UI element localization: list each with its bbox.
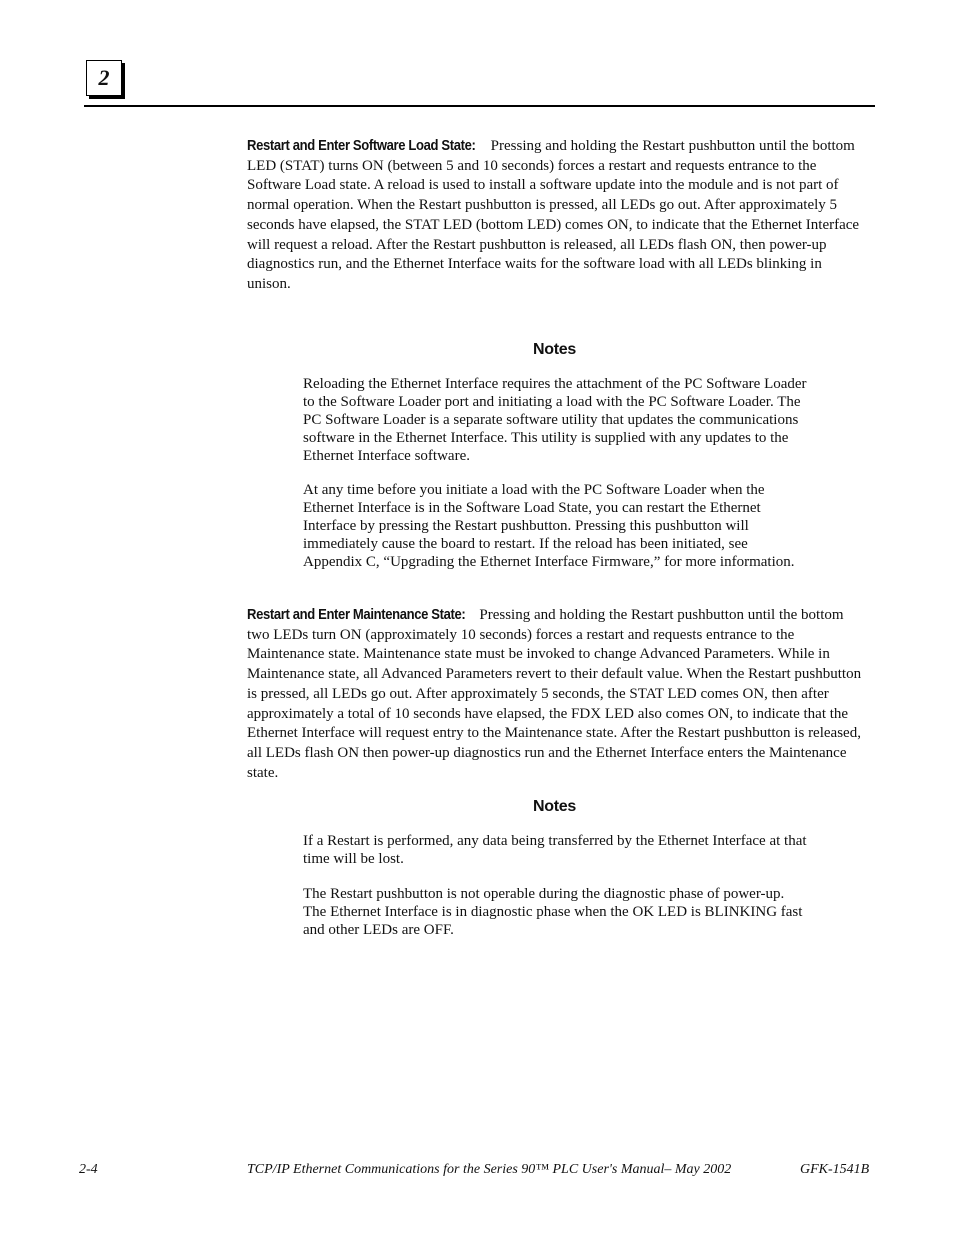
section-body: Pressing and holding the Restart pushbutton until the bottom LED (STAT) turns ON (between 5 and 10 seconds) forces a restart and requests entrance to the Software Load state. A reload is used to install a software update into the module and is not part of normal operation. When the Restart pushbutton is pressed, all LEDs go out. After approximately 5 seconds have elapsed, the STAT LED (bottom LED) comes ON, to indicate that the Ethernet Interface will request a reload. After the Restart pushbutton is released, all LEDs flash ON, then power-up diagnostics run, and the Ethernet Interface waits for the software load with all LEDs blinking in unison. [247, 138, 860, 292]
chapter-number: 2 [98, 65, 110, 90]
note-item: The Restart pushbutton is not operable during the diagnostic phase of power-up. The Ethernet Interface is in diagnostic phase when the OK LED is BLINKING fast and other LEDs are OFF. [303, 886, 803, 938]
footer-doc-id: GFK-1541B [800, 1162, 870, 1177]
note-item: Reloading the Ethernet Interface requires the attachment of the PC Software Loader to the Software Loader port and initiating a load with the PC Software Loader. The PC Software Loader is a separate software utility that updates the communications software in the Ethernet Interface. This utility is supplied with any updates to the Ethernet Interface software. [303, 376, 807, 464]
note-item: At any time before you initiate a load with the PC Software Loader when the Ethernet Interface is in the Software Load State, you can restart the Ethernet Interface by pressing the Restart pushbutton. Pressing this pushbutton will immediately cause the board to restart. If the reload has been initiated, see Appendix C, “Upgrading the Ethernet Interface Firmware,” for more information. [303, 482, 795, 570]
footer-page-number: 2-4 [79, 1162, 98, 1177]
footer-title: TCP/IP Ethernet Communications for the Series 90™ PLC User's Manual– May 2002 [247, 1162, 732, 1177]
notes-heading: Notes [533, 798, 576, 815]
section-lead: Restart and Enter Software Load State: [247, 138, 476, 154]
note-item: If a Restart is performed, any data being transferred by the Ethernet Interface at that time will be lost. [303, 833, 807, 867]
section-software-load-state [247, 137, 862, 295]
section-maintenance-state [247, 606, 862, 783]
header-rule [84, 105, 875, 107]
notes-heading: Notes [533, 341, 576, 358]
section-body: Pressing and holding the Restart pushbutton until the bottom two LEDs turn ON (approximately 10 seconds) forces a restart and requests entrance to the Maintenance state. Maintenance state must be invoked to change Advanced Parameters. While in Maintenance state, all Advanced Parameters revert to their default value. When the Restart pushbutton is pressed, all LEDs go out. After approximately 5 seconds, the STAT LED comes ON, then after approximately a total of 10 seconds have elapsed, the FDX LED also comes ON, to indicate that the Ethernet Interface will request entry to the Maintenance state. After the Restart pushbutton is released, all LEDs flash ON then power-up diagnostics run and the Ethernet Interface enters the Maintenance state. [247, 607, 862, 781]
section-lead: Restart and Enter Maintenance State: [247, 607, 466, 623]
chapter-number-box [86, 60, 122, 96]
